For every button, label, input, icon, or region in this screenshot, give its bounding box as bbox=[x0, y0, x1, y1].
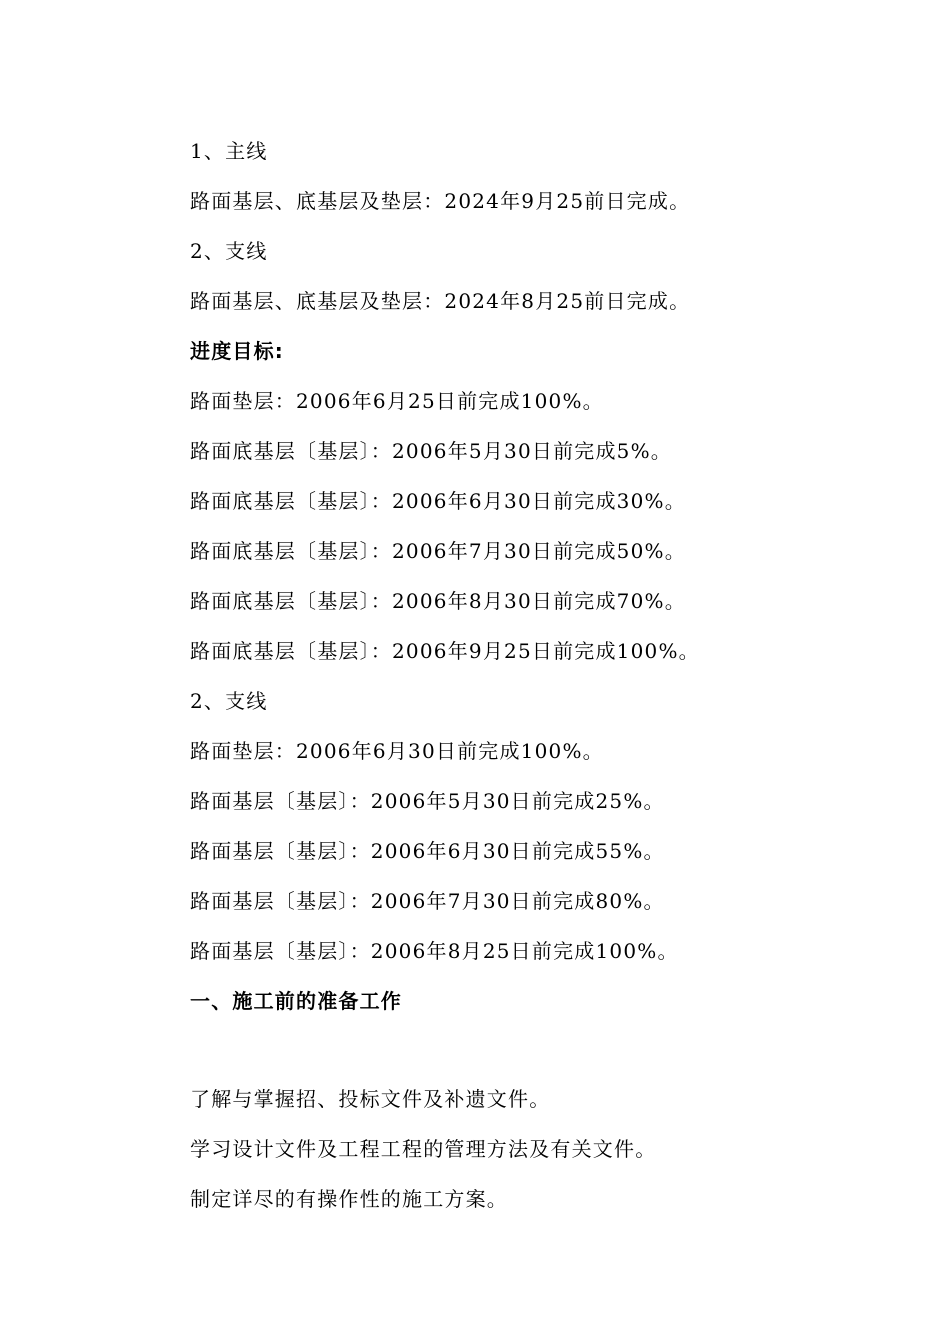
progress-item: 路面底基层〔基层〕：2006年8月30日前完成70%。 bbox=[190, 589, 686, 613]
progress-item: 路面底基层〔基层〕：2006年6月30日前完成30%。 bbox=[190, 489, 686, 513]
paragraph: 学习设计文件及工程工程的管理方法及有关文件。 bbox=[190, 1137, 657, 1161]
section-heading-branch-line: 2、支线 bbox=[190, 239, 268, 263]
progress-item: 路面基层〔基层〕：2006年5月30日前完成25%。 bbox=[190, 789, 665, 813]
preparation-heading: 一、施工前的准备工作 bbox=[190, 989, 402, 1013]
paragraph-branch-line-schedule: 路面基层、底基层及垫层：2024年8月25前日完成。 bbox=[190, 289, 691, 313]
progress-item: 路面底基层〔基层〕：2006年5月30日前完成5%。 bbox=[190, 439, 673, 463]
paragraph-main-line-schedule: 路面基层、底基层及垫层：2024年9月25前日完成。 bbox=[190, 189, 691, 213]
progress-item: 路面垫层：2006年6月30日前完成100%。 bbox=[190, 739, 604, 763]
paragraph: 制定详尽的有操作性的施工方案。 bbox=[190, 1187, 508, 1211]
progress-item: 路面底基层〔基层〕：2006年9月25日前完成100%。 bbox=[190, 639, 700, 663]
section-heading-main-line: 1、主线 bbox=[190, 139, 268, 163]
progress-target-heading: 进度目标: bbox=[190, 339, 284, 363]
paragraph: 了解与掌握招、投标文件及补遗文件。 bbox=[190, 1087, 551, 1111]
progress-item: 路面垫层：2006年6月25日前完成100%。 bbox=[190, 389, 604, 413]
progress-item: 路面基层〔基层〕：2006年7月30日前完成80%。 bbox=[190, 889, 665, 913]
progress-item: 路面底基层〔基层〕：2006年7月30日前完成50%。 bbox=[190, 539, 686, 563]
section-heading-branch-line: 2、支线 bbox=[190, 689, 268, 713]
progress-item: 路面基层〔基层〕：2006年8月25日前完成100%。 bbox=[190, 939, 679, 963]
progress-item: 路面基层〔基层〕：2006年6月30日前完成55%。 bbox=[190, 839, 665, 863]
